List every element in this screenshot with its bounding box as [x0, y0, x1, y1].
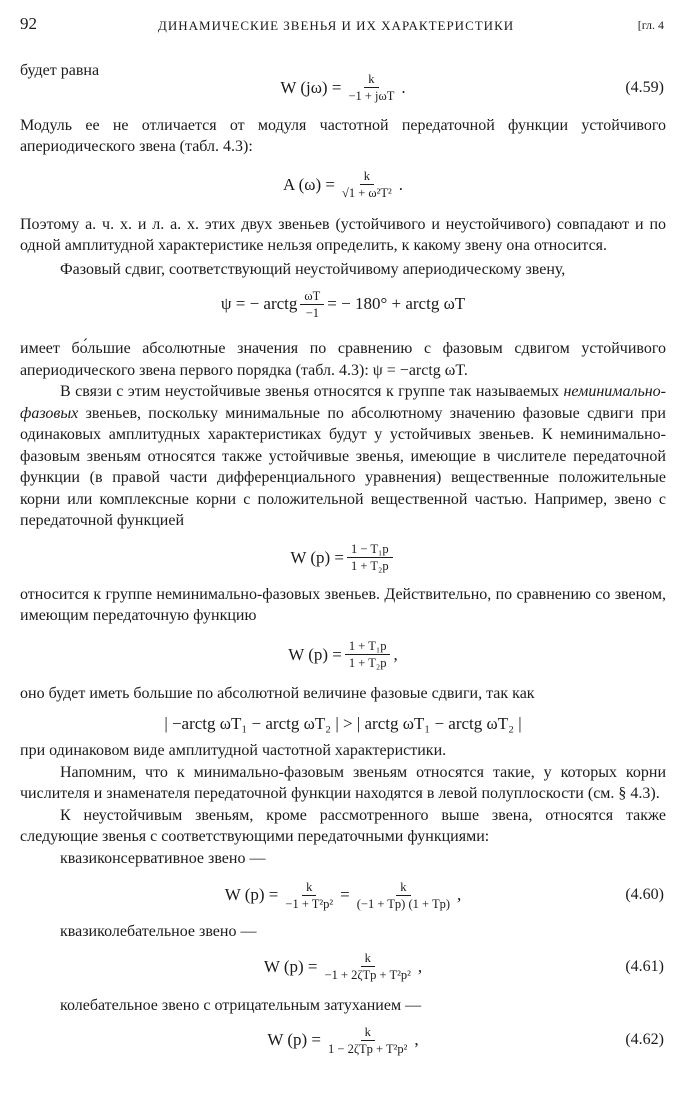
equation-number: (4.62) — [625, 1031, 664, 1048]
paragraph: оно будет иметь большие по абсолютной величине фазовые сдвиги, так как — [20, 684, 535, 702]
equation-amplitude: A (ω) = $\frac{k}{\text{√1 + ω²T²}}$ . — [283, 169, 403, 200]
equation-inequality: | −arctg ωT₁ − arctg ωT₂ | > | arctg ωT₁ − arctg ωT₂ | — [164, 714, 522, 733]
equation-4-62: W (p) = $\frac{k}{\text{1 − 2ζTp + T²p²}}$ , (4.62) — [267, 1024, 664, 1056]
emphasis: неминимально-фазовых — [20, 383, 666, 422]
paragraph: квазиконсервативное звено — — [60, 849, 266, 867]
equation-nonminimum: W (p) = $\frac{\text{1 − T₁p}}{\text{1 + T₂p}}$ — [20, 538, 666, 578]
fraction: $\frac{k}{\text{−1 + 2ζTp + T²p²}}$ — [324, 951, 411, 982]
paragraph: В связи с этим неустойчивые звенья относятся к группе так называемых неминимально-фазовых звеньев, поскольку минимальные по абсолютному значению фазовые сдвиги при одинаковых амплитудных характеристиках будут у устойчивых звеньев. К неминимально-фазовым звеньям относятся также устойчивые звенья, имеющие в числителе передаточной функции (в правой части дифференциального уравнения) вещественные положительные корни или комплексные корни с положительной вещественной частью. Например, звено с передаточной функцией — [20, 383, 666, 529]
paragraph: Поэтому а. ч. х. и л. а. х. этих двух звеньев (устойчивого и неустойчивого) совпадают и по одной амплитудной характеристике нельзя определить, к какому звену она относится. — [20, 215, 666, 254]
fraction: $\frac{\text{1 + T₁p}}{\text{1 + T₂p}}$ — [345, 639, 391, 670]
paragraph: колебательное звено с отрицательным затуханием — — [60, 996, 422, 1014]
equation-4-60: W (p) = $\frac{k}{\text{−1 + T²p²}}$ = $\frac{k}{(-1 + Tp) (1 + Tp)}$ , (4.60) — [224, 879, 664, 911]
equation-minimum: W (p) = $\frac{\text{1 + T₁p}}{\text{1 + T₂p}}$ , — [288, 639, 398, 670]
fraction: $\frac{k}{\text{−1 + jωT}}$ — [348, 72, 395, 103]
paragraph: К неустойчивым звеньям, кроме рассмотренного выше звена, относятся также следующие звенья с соответствующими передаточными функциями: — [20, 806, 666, 845]
paragraph: Напомним, что к минимально-фазовым звеньям относятся такие, у которых корни числителя и знаменателя передаточной функции находятся в левой полуплоскости (см. § 4.3). — [20, 763, 666, 802]
chapter-ref: [гл. 4 — [637, 18, 664, 32]
equation-number: (4.60) — [625, 886, 664, 903]
paragraph: Модуль ее не отличается от модуля частотной передаточной функции устойчивого апериодического звена (табл. 4.3): — [20, 116, 666, 155]
fraction: $\frac{k}{\text{−1 + T²p²}}$ — [285, 879, 334, 911]
fraction: $\frac{\omega T}{-1}$ — [300, 289, 324, 320]
paragraph: будет равна — [20, 62, 100, 79]
paragraph: Фазовый сдвиг, соответствующий неустойчивому апериодическому звену, — [60, 260, 566, 278]
fraction: $\frac{k}{\text{√1 + ω²T²}}$ — [341, 169, 392, 200]
equation-4-61: W (p) = $\frac{k}{\text{−1 + 2ζTp + T²p²}}$ , (4.61) — [263, 951, 664, 982]
fraction: $\frac{k}{(-1 + Tp) (1 + Tp)}$ — [356, 879, 450, 911]
running-header — [20, 0, 666, 40]
equation-4-59: W (jω) = $\frac{k}{\text{−1 + jωT}}$ . (4.59) — [280, 72, 664, 103]
fraction: $\frac{\text{1 − T₁p}}{\text{1 + T₂p}}$ — [347, 542, 393, 573]
equation-number: (4.59) — [625, 78, 664, 96]
paragraph: при одинаковом виде амплитудной частотной характеристики. — [20, 742, 447, 759]
fraction: $\frac{k}{\text{1 − 2ζTp + T²p²}}$ — [328, 1024, 408, 1056]
paragraph: имеет бо́льшие абсолютные значения по сравнению с фазовым сдвигом устойчивого апериодического звена первого порядка (табл. 4.3): ψ = −arctg ωT. — [20, 340, 666, 379]
paragraph: квазиколебательное звено — — [60, 923, 257, 940]
equation-number: (4.61) — [625, 957, 664, 975]
paragraph: относится к группе неминимально-фазовых звеньев. Действительно, по сравнению со звеном, имеющим передаточную функцию — [20, 585, 666, 624]
running-title: ДИНАМИЧЕСКИЕ ЗВЕНЬЯ И ИХ ХАРАКТЕРИСТИКИ — [158, 18, 515, 33]
equation-phase: ψ = − arctg $\frac{\omega T}{-1}$ = − 180° + arctg ωT — [220, 288, 466, 320]
page-number: 92 — [20, 14, 37, 33]
book-page — [20, 0, 666, 1060]
